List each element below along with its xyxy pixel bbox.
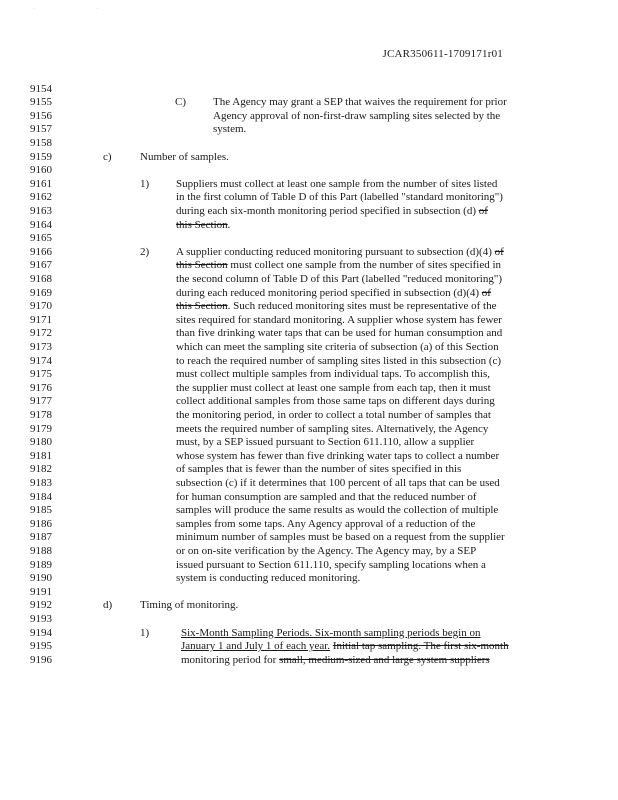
text-line bbox=[176, 545, 476, 559]
text-line bbox=[176, 300, 496, 314]
line-number: 9181 bbox=[30, 449, 52, 462]
line-number: 9175 bbox=[30, 368, 52, 381]
text-run: whose system has fewer than five drinking water taps to collect a number bbox=[176, 449, 500, 462]
added-text: January 1 and July 1 of each year. bbox=[181, 640, 331, 653]
scan-specks: · · bbox=[33, 6, 129, 12]
text-line bbox=[176, 178, 497, 192]
text-run: system. bbox=[213, 123, 247, 136]
text-line bbox=[176, 463, 461, 477]
text-run: samples will produce the same results as would the collection of multiple bbox=[176, 504, 499, 517]
text-line bbox=[181, 640, 509, 654]
text-line bbox=[181, 627, 480, 641]
line-number: 9159 bbox=[30, 150, 52, 163]
line-number: 9184 bbox=[30, 490, 52, 503]
text-line bbox=[176, 477, 500, 491]
text-run: of samples that is fewer than the number of sites specified in this bbox=[176, 463, 462, 476]
struck-text: of bbox=[478, 204, 488, 217]
document-id: JCAR350611-1709171r01 bbox=[382, 48, 503, 60]
text-line bbox=[176, 491, 477, 505]
text-run: subsection (c) if it determines that 100 percent of all taps that can be used bbox=[176, 476, 500, 489]
text-run: sites required for standard monitoring. A supplier whose system has fewer bbox=[176, 313, 502, 326]
text-line bbox=[213, 110, 500, 124]
text-line bbox=[176, 287, 491, 301]
text-line bbox=[176, 382, 491, 396]
text-line bbox=[213, 96, 507, 110]
line-number: 9196 bbox=[30, 653, 52, 666]
text-line bbox=[176, 273, 502, 287]
para-C-label: C) bbox=[175, 96, 186, 109]
line-number: 9157 bbox=[30, 123, 52, 136]
text-line bbox=[176, 518, 475, 532]
line-number: 9166 bbox=[30, 245, 52, 258]
struck-text: Initial tap sampling. The first six-month bbox=[332, 640, 509, 653]
text-run: the second column of Table D of this Part (labelled "reduced monitoring") bbox=[176, 272, 503, 285]
text-line bbox=[176, 246, 504, 260]
text-run: Suppliers must collect at least one sample from the number of sites listed bbox=[176, 177, 498, 190]
struck-text: this Section bbox=[176, 259, 228, 272]
text-run: Agency approval of non-first-draw sampling sites selected by the bbox=[213, 109, 501, 122]
line-number: 9190 bbox=[30, 572, 52, 585]
line-number: 9177 bbox=[30, 395, 52, 408]
struck-text: this Section bbox=[176, 300, 228, 313]
text-line bbox=[176, 191, 503, 205]
text-line bbox=[181, 654, 490, 668]
para-c-label: c) bbox=[103, 150, 112, 163]
text-run: Timing of monitoring. bbox=[140, 599, 239, 612]
text-run: than five drinking water taps that can be used for human consumption and bbox=[176, 327, 503, 340]
text-line bbox=[176, 436, 474, 450]
text-line bbox=[176, 327, 502, 341]
text-line bbox=[176, 559, 486, 573]
line-number: 9194 bbox=[30, 626, 52, 639]
text-run: must, by a SEP issued pursuant to Section 611.110, allow a supplier bbox=[176, 436, 475, 449]
text-line bbox=[176, 423, 488, 437]
line-number: 9180 bbox=[30, 436, 52, 449]
line-number: 9170 bbox=[30, 300, 52, 313]
line-number: 9179 bbox=[30, 422, 52, 435]
line-number: 9169 bbox=[30, 286, 52, 299]
line-number: 9167 bbox=[30, 259, 52, 272]
text-line bbox=[176, 314, 502, 328]
text-line bbox=[176, 368, 490, 382]
text-run: must collect one sample from the number of sites specified in bbox=[227, 259, 502, 272]
struck-text: of bbox=[481, 286, 491, 299]
text-run: to reach the required number of sampling sites listed in this subsection (c) bbox=[176, 354, 502, 367]
text-run: which can meet the sampling site criteria of subsection (a) of this Section bbox=[176, 340, 499, 353]
text-line bbox=[176, 395, 495, 409]
line-number: 9161 bbox=[30, 177, 52, 190]
text-line bbox=[176, 572, 360, 586]
line-number: 9195 bbox=[30, 640, 52, 653]
line-number: 9162 bbox=[30, 191, 52, 204]
line-number: 9174 bbox=[30, 354, 52, 367]
text-run: . bbox=[227, 218, 231, 231]
line-number: 9156 bbox=[30, 109, 52, 122]
para-d-label: d) bbox=[103, 599, 113, 612]
text-run: Number of samples. bbox=[140, 150, 229, 163]
line-number: 9187 bbox=[30, 531, 52, 544]
text-run: in the first column of Table D of this Part (labelled "standard monitoring") bbox=[176, 191, 503, 204]
line-number: 9193 bbox=[30, 612, 52, 625]
text-run: the monitoring period, in order to collect a total number of samples that bbox=[176, 408, 491, 421]
line-number: 9176 bbox=[30, 381, 52, 394]
para-c2-label: 2) bbox=[140, 245, 150, 258]
text-line bbox=[140, 599, 238, 613]
text-run: minimum number of samples must be based on a request from the supplier bbox=[176, 531, 505, 544]
text-run: samples from some taps. Any Agency approval of a reduction of the bbox=[176, 517, 476, 530]
text-line bbox=[176, 341, 499, 355]
text-line bbox=[176, 355, 501, 369]
line-number: 9183 bbox=[30, 476, 52, 489]
line-number: 9188 bbox=[30, 544, 52, 557]
text-line bbox=[176, 504, 498, 518]
added-text: Six-Month Sampling Periods. Six-month sampling periods begin on bbox=[181, 626, 481, 639]
para-c1-label: 1) bbox=[140, 177, 150, 190]
line-number: 9186 bbox=[30, 517, 52, 530]
line-number: 9173 bbox=[30, 340, 52, 353]
text-run: The Agency may grant a SEP that waives the requirement for prior bbox=[213, 96, 507, 109]
text-run: during each six-month monitoring period specified in subsection (d) bbox=[176, 204, 479, 217]
text-line bbox=[176, 531, 505, 545]
text-line bbox=[176, 205, 488, 219]
text-run: monitoring period for bbox=[181, 653, 280, 666]
text-run: collect additional samples from those same taps on different days during bbox=[176, 395, 495, 408]
line-number: 9168 bbox=[30, 272, 52, 285]
text-line bbox=[176, 259, 501, 273]
text-run: the supplier must collect at least one sample from each tap, then it must bbox=[176, 381, 491, 394]
line-number: 9160 bbox=[30, 164, 52, 177]
text-run: or on on-site verification by the Agency. The Agency may, by a SEP bbox=[176, 544, 477, 557]
line-number: 9154 bbox=[30, 82, 52, 95]
text-run: meets the required number of sampling sites. Alternatively, the Agency bbox=[176, 422, 489, 435]
text-run: during each reduced monitoring period specified in subsection (d)(4) bbox=[176, 286, 482, 299]
line-number: 9182 bbox=[30, 463, 52, 476]
line-number: 9192 bbox=[30, 599, 52, 612]
struck-text: this Section bbox=[176, 218, 228, 231]
para-d1-label: 1) bbox=[140, 626, 150, 639]
text-run: must collect multiple samples from individual taps. To accomplish this, bbox=[176, 368, 491, 381]
line-number: 9155 bbox=[30, 96, 52, 109]
line-number: 9178 bbox=[30, 408, 52, 421]
struck-text: of bbox=[494, 245, 504, 258]
line-number: 9191 bbox=[30, 585, 52, 598]
line-number: 9189 bbox=[30, 558, 52, 571]
line-number: 9158 bbox=[30, 136, 52, 149]
struck-text: small, medium-sized and large system suppliers bbox=[279, 653, 490, 666]
line-number: 9164 bbox=[30, 218, 52, 231]
line-number: 9165 bbox=[30, 232, 52, 245]
text-run: for human consumption are sampled and that the reduced number of bbox=[176, 490, 477, 503]
line-number: 9185 bbox=[30, 504, 52, 517]
text-line bbox=[140, 151, 229, 165]
line-number: 9171 bbox=[30, 313, 52, 326]
text-line bbox=[176, 450, 499, 464]
text-run: A supplier conducting reduced monitoring pursuant to subsection (d)(4) bbox=[176, 245, 495, 258]
text-line bbox=[176, 409, 491, 423]
text-run: . Such reduced monitoring sites must be representative of the bbox=[227, 300, 497, 313]
text-run: system is conducting reduced monitoring. bbox=[176, 572, 361, 585]
text-run: issued pursuant to Section 611.110, specify sampling locations when a bbox=[176, 558, 486, 571]
text-line bbox=[213, 123, 246, 137]
line-number: 9163 bbox=[30, 204, 52, 217]
line-number: 9172 bbox=[30, 327, 52, 340]
text-line bbox=[176, 219, 230, 233]
